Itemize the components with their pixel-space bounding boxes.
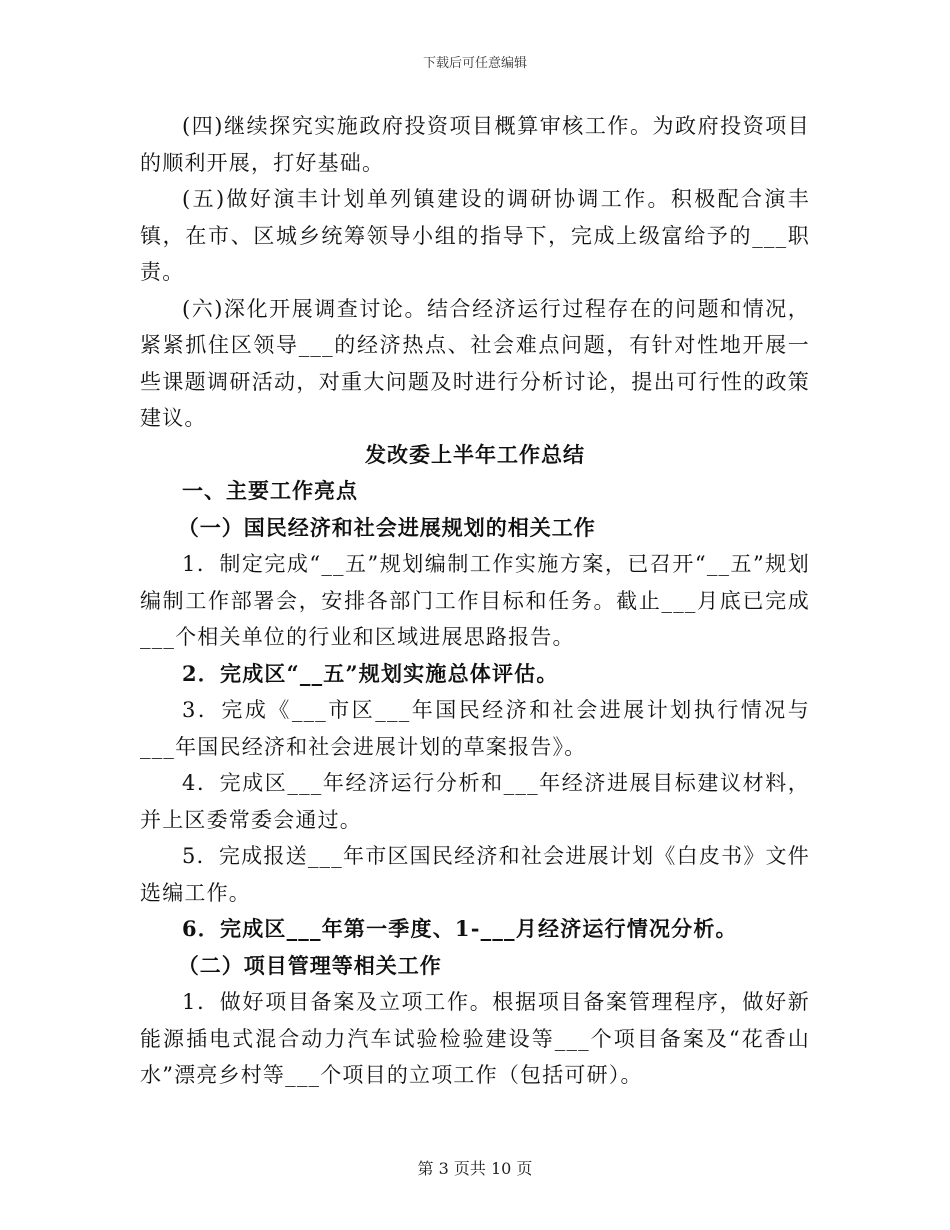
paragraph-item-4: (四)继续探究实施政府投资项目概算审核工作。为政府投资项目的顺利开展，打好基础。 bbox=[140, 114, 810, 175]
list-item-1-4: 4．完成区___年经济运行分析和___年经济进展目标建议材料，并上区委常委会通过。 bbox=[140, 771, 810, 832]
list-item-1-1: 1．制定完成“__五”规划编制工作实施方案，已召开“__五”规划编制工作部署会，安排各部门工作目标和任务。截止___月底已完成___个相关单位的行业和区域进展思路报告。 bbox=[140, 552, 810, 649]
list-item-1-2: 2．完成区“__五”规划实施总体评估。 bbox=[182, 660, 559, 686]
subsection-heading-2: （二）项目管理等相关工作 bbox=[177, 952, 442, 978]
list-item-1-6: 6．完成区___年第一季度、1-___月经济运行情况分析。 bbox=[182, 916, 738, 941]
page-footer: 第 3 页共 10 页 bbox=[417, 1159, 533, 1178]
section-title: 发改委上半年工作总结 bbox=[365, 441, 585, 467]
list-item-1-5: 5．完成报送___年市区国民经济和社会进展计划《白皮书》文件选编工作。 bbox=[140, 844, 810, 905]
list-item-2-1: 1．做好项目备案及立项工作。根据项目备案管理程序，做好新能源插电式混合动力汽车试验检验建设等___个项目备案及“花香山水”漂亮乡村等___个项目的立项工作（包括可研）。 bbox=[140, 990, 810, 1087]
list-item-1-3: 3．完成《___市区___年国民经济和社会进展计划执行情况与___年国民经济和社会进展计划的草案报告》。 bbox=[140, 698, 810, 759]
paragraph-item-6: (六)深化开展调查讨论。结合经济运行过程存在的问题和情况，紧紧抓住区领导___的经济热点、社会难点问题，有针对性地开展一些课题调研活动，对重大问题及时进行分析讨论，提出可行性的政策建议。 bbox=[140, 296, 810, 430]
page-header: 下载后可任意编辑 bbox=[422, 56, 527, 71]
subsection-heading-1: （一）国民经济和社会进展规划的相关工作 bbox=[177, 514, 596, 540]
document-body bbox=[140, 108, 810, 1094]
section-heading-1: 一、主要工作亮点 bbox=[182, 478, 358, 503]
paragraph-item-5: (五)做好演丰计划单列镇建设的调研协调工作。积极配合演丰镇，在市、区城乡统筹领导小组的指导下，完成上级富给予的___职责。 bbox=[140, 187, 810, 284]
